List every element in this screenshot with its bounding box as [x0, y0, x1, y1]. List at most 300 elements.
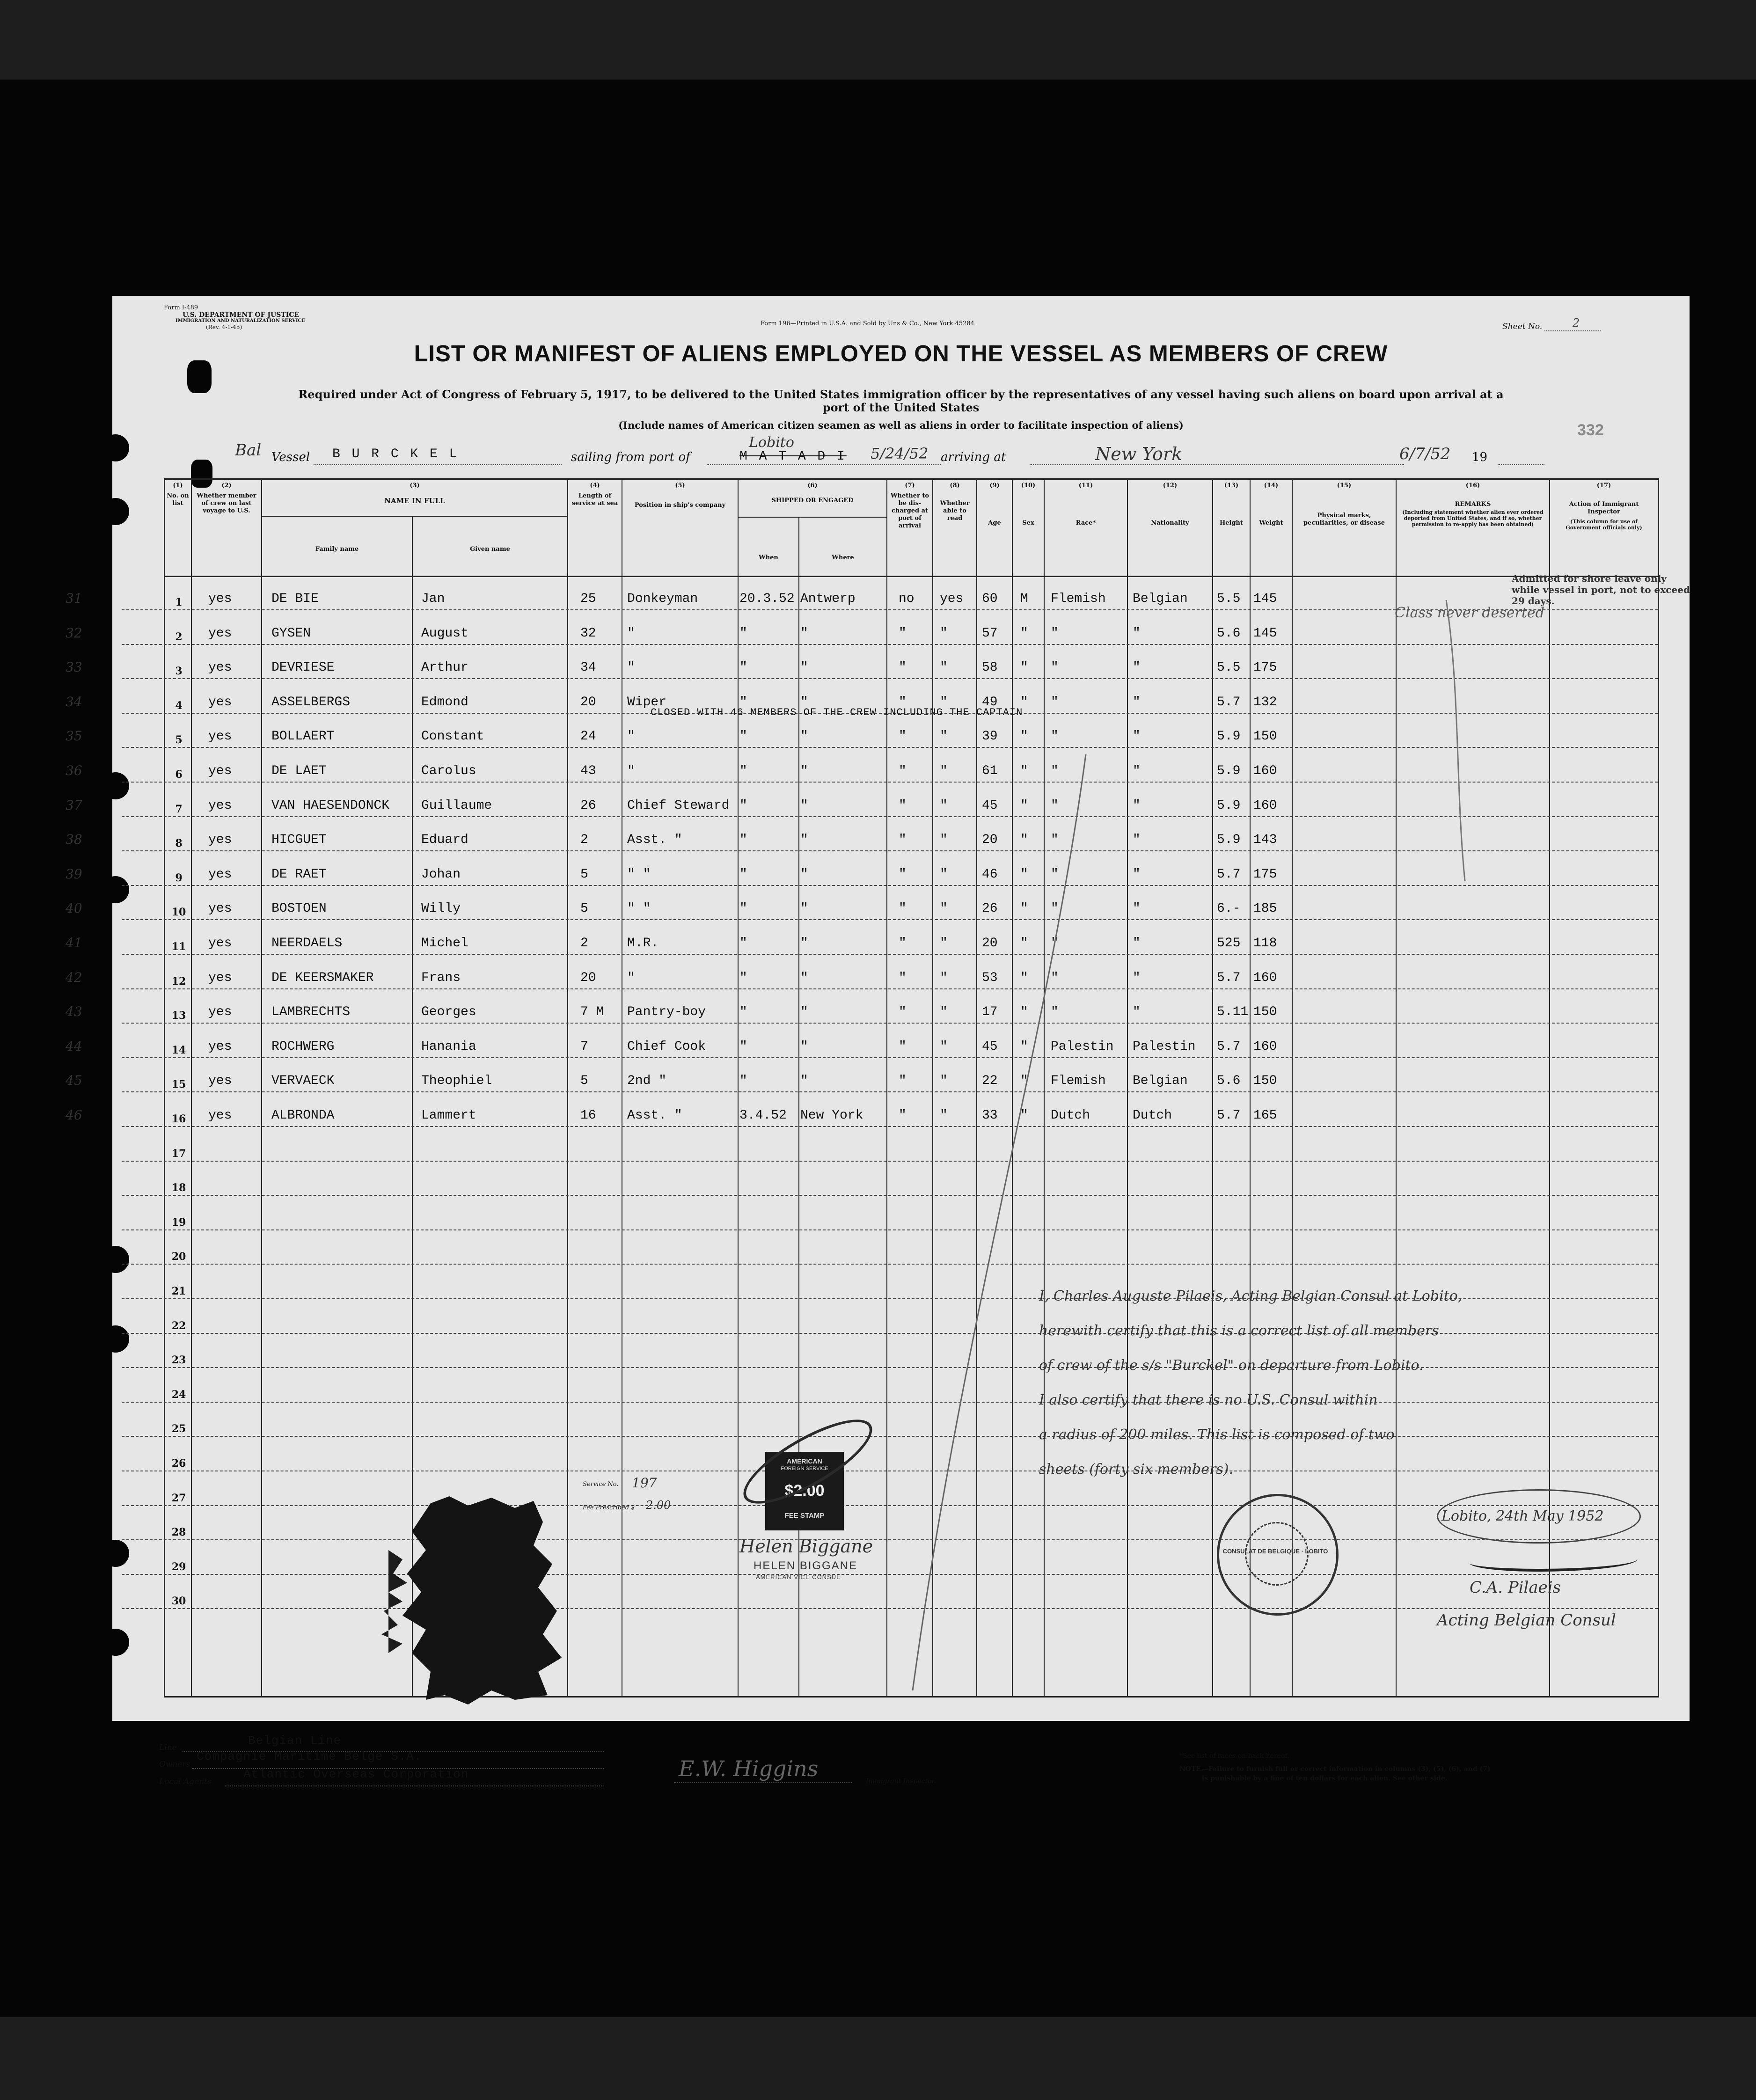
cell-where: " — [800, 1039, 808, 1054]
row-number: 2 — [175, 630, 183, 643]
margin-line-number: 31 — [66, 591, 82, 606]
arrival-port: New York — [1095, 444, 1183, 464]
row-number: 8 — [175, 837, 183, 850]
fee-label: Fee Prescribed $ — [583, 1504, 635, 1511]
cell-height: 5.11 — [1217, 1005, 1249, 1020]
cell-family: DE RAET — [271, 867, 327, 882]
pencil-stroke — [1441, 600, 1470, 881]
col9-num: (9) — [989, 482, 1000, 489]
cell-height: 5.7 — [1217, 695, 1241, 710]
cell-nationality: " — [1133, 798, 1141, 813]
cell-discharge: " — [899, 833, 907, 848]
cell-height: 5.5 — [1217, 592, 1241, 606]
agents-value: Atlantic Overseas Corporation — [243, 1767, 469, 1781]
row-separator — [122, 747, 1658, 748]
inspector-label: Immigrant Inspector. — [866, 1778, 937, 1785]
margin-line-number: 44 — [66, 1038, 82, 1054]
cell-sex: " — [1020, 798, 1028, 813]
cell-read: " — [940, 936, 948, 951]
row-separator — [122, 1574, 1658, 1575]
service-name: IMMIGRATION AND NATURALIZATION SERVICE — [176, 318, 306, 323]
row-number: 3 — [175, 665, 183, 678]
col16-num: (16) — [1465, 482, 1480, 489]
cell-position: Wiper — [627, 695, 667, 710]
cell-service: 16 — [580, 1108, 596, 1123]
cell-where: " — [800, 660, 808, 675]
cell-where: " — [800, 1005, 808, 1020]
table-right-border — [1658, 478, 1659, 1698]
vice-consul-title: AMERICAN VICE CONSUL — [756, 1573, 841, 1580]
cell-discharge: " — [899, 729, 907, 744]
inspector-signature: E.W. Higgins — [679, 1756, 819, 1781]
cell-height: 5.9 — [1217, 729, 1241, 744]
cell-race: Flemish — [1051, 1074, 1106, 1089]
cell-where: " — [800, 798, 808, 813]
cell-service: 26 — [580, 798, 596, 813]
cell-service: 20 — [580, 970, 596, 985]
cell-weight: 150 — [1253, 1074, 1277, 1089]
cell-race: " — [1051, 764, 1059, 778]
vessel-underline — [314, 464, 562, 465]
cell-given: Lammert — [421, 1108, 476, 1123]
cell-service: 32 — [580, 626, 596, 641]
cell-where: " — [800, 764, 808, 778]
name-subheader-rule — [261, 516, 568, 517]
sheet-label: Sheet No. — [1502, 322, 1543, 331]
ink-blot — [374, 1494, 585, 1709]
cell-race: Palestin — [1051, 1039, 1114, 1054]
cell-nationality: " — [1133, 626, 1141, 641]
cell-position: " — [627, 660, 635, 675]
row-separator — [122, 644, 1658, 645]
cell-sex: " — [1020, 729, 1028, 744]
cell-read: " — [940, 867, 948, 882]
cell-nationality: Dutch — [1133, 1108, 1172, 1123]
cell-read: yes — [940, 592, 964, 606]
statement-line: a radius of 200 miles. This list is composed of two — [1039, 1427, 1395, 1443]
cell-where: " — [800, 901, 808, 916]
cell-prev: yes — [208, 695, 232, 710]
row-separator — [122, 782, 1658, 783]
cell-age: 33 — [982, 1108, 998, 1123]
cell-service: 5 — [580, 901, 588, 916]
note-text-2: is punishable by a fine of ten dollars for each alien. See other side. — [1202, 1775, 1448, 1782]
cell-prev: yes — [208, 936, 232, 951]
col4-header: Length of service at sea — [571, 492, 618, 507]
cell-when: 3.4.52 — [739, 1108, 787, 1123]
arrival-date: 6/7/52 — [1399, 445, 1451, 463]
cell-nationality: Palestin — [1133, 1039, 1196, 1054]
row-separator — [122, 1023, 1658, 1024]
cell-when: " — [739, 867, 747, 882]
cell-weight: 185 — [1253, 901, 1277, 916]
statement-line: sheets (forty six members). — [1039, 1461, 1233, 1478]
year-label: 19 — [1472, 450, 1488, 464]
cell-position: M.R. — [627, 936, 659, 951]
ink-blot-shape — [374, 1494, 585, 1709]
row-separator — [122, 1229, 1658, 1230]
cell-service: 5 — [580, 1074, 588, 1089]
row-number: 4 — [175, 699, 183, 712]
cell-prev: yes — [208, 1039, 232, 1054]
punch-hole — [102, 1246, 129, 1273]
year-underline — [1498, 464, 1544, 465]
cell-family: DE BIE — [271, 592, 319, 606]
cell-where: " — [800, 695, 808, 710]
cell-nationality: " — [1133, 1005, 1141, 1020]
col8-num: (8) — [950, 482, 960, 489]
cell-given: Eduard — [421, 833, 468, 848]
cell-height: 5.5 — [1217, 660, 1241, 675]
cell-race: " — [1051, 660, 1059, 675]
cell-family: DE LAET — [271, 764, 327, 778]
cell-height: 5.7 — [1217, 1108, 1241, 1123]
cell-age: 20 — [982, 833, 998, 848]
margin-line-number: 35 — [66, 728, 82, 744]
cell-age: 45 — [982, 798, 998, 813]
row-number: 15 — [171, 1078, 186, 1091]
cell-given: Edmond — [421, 695, 468, 710]
arriving-label: arriving at — [941, 450, 1006, 464]
row-separator — [122, 954, 1658, 955]
where-header: Where — [832, 554, 854, 561]
cell-race: " — [1051, 1005, 1059, 1020]
cell-prev: yes — [208, 729, 232, 744]
cell-prev: yes — [208, 626, 232, 641]
row-number: 20 — [171, 1251, 186, 1263]
cell-race: " — [1051, 798, 1059, 813]
cell-read: " — [940, 764, 948, 778]
col14-num: (14) — [1264, 482, 1279, 489]
col15-num: (15) — [1337, 482, 1352, 489]
cell-race: " — [1051, 729, 1059, 744]
cell-service: 2 — [580, 936, 588, 951]
cell-height: 5.7 — [1217, 1039, 1241, 1054]
cell-family: BOLLAERT — [271, 729, 335, 744]
cell-nationality: " — [1133, 901, 1141, 916]
inspector-underline — [674, 1782, 852, 1783]
sheet-number-underline — [1544, 330, 1601, 331]
col15-header: Physical marks, peculiarities, or disease — [1303, 512, 1385, 527]
col3-num: (3) — [410, 482, 420, 489]
punch-hole — [102, 1629, 129, 1656]
col17-subheader: (This column for use of Government officials only) — [1566, 519, 1642, 531]
cell-given: Hanania — [421, 1039, 476, 1054]
table-left-border — [164, 478, 165, 1698]
cell-family: DEVRIESE — [271, 660, 335, 675]
cell-where: Antwerp — [800, 592, 856, 606]
cell-weight: 175 — [1253, 660, 1277, 675]
cell-family: HICGUET — [271, 833, 327, 848]
cell-when: " — [739, 1074, 747, 1089]
row-number: 25 — [171, 1423, 186, 1435]
cell-prev: yes — [208, 833, 232, 848]
row-number: 24 — [171, 1388, 186, 1401]
margin-line-number: 36 — [66, 763, 82, 778]
cell-prev: yes — [208, 1005, 232, 1020]
col14-header: Weight — [1259, 520, 1283, 527]
cell-service: 43 — [580, 764, 596, 778]
fee-amount: 2.00 — [646, 1499, 671, 1512]
cell-prev: yes — [208, 592, 232, 606]
margin-line-number: 37 — [66, 797, 82, 813]
cell-nationality: " — [1133, 867, 1141, 882]
cell-given: Guillaume — [421, 798, 492, 813]
cell-position: 2nd " — [627, 1074, 667, 1089]
col13-header: Height — [1219, 520, 1244, 527]
cell-weight: 132 — [1253, 695, 1277, 710]
cell-read: " — [940, 901, 948, 916]
cell-read: " — [940, 729, 948, 744]
cell-race: " — [1051, 695, 1059, 710]
consul-signature-flourish — [1470, 1550, 1638, 1572]
cell-weight: 143 — [1253, 833, 1277, 848]
form-number: Form I-489 — [164, 304, 198, 311]
cell-discharge: " — [899, 1074, 907, 1089]
form-revision: (Rev. 4-1-45) — [206, 324, 242, 330]
col16-subheader: (Including statement whether alien ever ordered deported from United States, and if so, whether permission to re-apply has been obtained) — [1402, 509, 1544, 527]
col17-header: Action of Immigrant Inspector — [1569, 501, 1639, 515]
printer-line: Form 196—Printed in U.S.A. and Sold by Uns & Co., New York 45284 — [761, 320, 974, 327]
cell-discharge: " — [899, 764, 907, 778]
row-number: 16 — [171, 1113, 186, 1125]
row-number: 1 — [175, 596, 183, 608]
cell-weight: 145 — [1253, 592, 1277, 606]
row-number: 26 — [171, 1457, 186, 1470]
cell-race: " — [1051, 833, 1059, 848]
row-separator — [122, 988, 1658, 989]
cell-weight: 165 — [1253, 1108, 1277, 1123]
row-separator — [122, 1402, 1658, 1403]
cell-read: " — [940, 1074, 948, 1089]
cell-where: " — [800, 729, 808, 744]
cell-discharge: " — [899, 695, 907, 710]
cell-given: Theophiel — [421, 1074, 492, 1089]
cell-race: " — [1051, 626, 1059, 641]
cell-height: 5.9 — [1217, 798, 1241, 813]
cell-prev: yes — [208, 970, 232, 985]
manifest-title: LIST OR MANIFEST OF ALIENS EMPLOYED ON THE VESSEL AS MEMBERS OF CREW — [414, 341, 1388, 366]
punch-hole — [102, 498, 129, 525]
row-number: 9 — [175, 871, 183, 884]
row-number: 29 — [171, 1560, 186, 1573]
cell-sex: " — [1020, 833, 1028, 848]
cell-discharge: " — [899, 626, 907, 641]
statement-line: of crew of the s/s "Burckel" on departure from Lobito. — [1039, 1357, 1424, 1374]
cell-race: " — [1051, 901, 1059, 916]
cell-where: " — [800, 936, 808, 951]
cell-discharge: " — [899, 798, 907, 813]
col8-header: Whether able to read — [940, 500, 970, 522]
stamp-line2: FOREIGN SERVICE — [781, 1466, 828, 1471]
cell-where: " — [800, 626, 808, 641]
cell-weight: 175 — [1253, 867, 1277, 882]
row-number: 5 — [175, 734, 183, 746]
cell-prev: yes — [208, 798, 232, 813]
row-separator — [122, 919, 1658, 920]
cell-given: Johan — [421, 867, 461, 882]
stamp-value: $2.00 — [784, 1482, 825, 1500]
table-top-border — [164, 478, 1659, 480]
cell-age: 46 — [982, 867, 998, 882]
pencil-stroke — [908, 754, 1095, 1690]
manifest-sheet — [66, 296, 1690, 1786]
statement-line: I, Charles Auguste Pilaeis, Acting Belgian Consul at Lobito, — [1039, 1288, 1463, 1304]
vessel-margin-note: Bal — [235, 441, 262, 460]
col3-header: NAME IN FULL — [384, 497, 445, 505]
cell-when: " — [739, 1039, 747, 1054]
cell-given: Frans — [421, 970, 461, 985]
family-name-header: Family name — [315, 546, 359, 553]
cell-family: VERVAECK — [271, 1074, 335, 1089]
cell-age: 45 — [982, 1039, 998, 1054]
cell-family: DE KEERSMAKER — [271, 970, 374, 985]
cell-given: Georges — [421, 1005, 476, 1020]
service-no: 197 — [632, 1475, 657, 1491]
margin-line-number: 42 — [66, 969, 82, 985]
row-separator — [122, 1091, 1658, 1092]
cell-family: VAN HAESENDONCK — [271, 798, 390, 813]
row-separator — [122, 1505, 1658, 1506]
row-separator — [122, 678, 1658, 679]
cell-height: 5.9 — [1217, 833, 1241, 848]
consul-date: Lobito, 24th May 1952 — [1441, 1508, 1604, 1524]
cell-height: 5.6 — [1217, 1074, 1241, 1089]
row-separator — [122, 1608, 1658, 1609]
row-number: 6 — [175, 768, 183, 781]
column-divider — [1396, 478, 1397, 1698]
cell-age: 53 — [982, 970, 998, 985]
cell-when: " — [739, 1005, 747, 1020]
cell-service: 7 M — [580, 1005, 604, 1020]
note-text-1: —Failure to furnish full or correct information in columns (3), (5), (6), and (7) — [1202, 1765, 1491, 1773]
cell-race: " — [1051, 936, 1059, 951]
cell-read: " — [940, 695, 948, 710]
row-number: 13 — [171, 1010, 186, 1022]
row-number: 19 — [171, 1216, 186, 1229]
cell-age: 57 — [982, 626, 998, 641]
cell-nationality: " — [1133, 764, 1141, 778]
cell-given: Carolus — [421, 764, 476, 778]
row-number: 7 — [175, 803, 183, 815]
row-number: 22 — [171, 1319, 186, 1332]
cell-given: Michel — [421, 936, 468, 951]
col5-num: (5) — [675, 482, 685, 489]
consul-title: Acting Belgian Consul — [1437, 1611, 1616, 1630]
given-name-header: Given name — [470, 546, 510, 553]
closing-line: CLOSED WITH 46 MEMBERS OF THE CREW INCLUDING THE CAPTAIN — [651, 707, 1023, 718]
departure-date: 5/24/52 — [871, 445, 929, 462]
cell-read: " — [940, 1005, 948, 1020]
cell-nationality: " — [1133, 936, 1141, 951]
col12-num: (12) — [1163, 482, 1178, 489]
column-divider — [191, 478, 192, 1698]
cell-family: GYSEN — [271, 626, 311, 641]
cell-discharge: " — [899, 660, 907, 675]
cell-given: Willy — [421, 901, 461, 916]
margin-line-number: 38 — [66, 832, 82, 848]
cell-weight: 150 — [1253, 1005, 1277, 1020]
cell-position: " — [627, 626, 635, 641]
vessel-name: B U R C K E L — [332, 447, 459, 461]
sheet-number: 2 — [1573, 316, 1580, 329]
service-no-label: Service No. — [583, 1481, 619, 1488]
line-label: Line — [159, 1743, 177, 1752]
punch-hole — [102, 876, 129, 903]
col16-header: REMARKS — [1455, 501, 1491, 508]
cell-position: " " — [627, 867, 651, 882]
when-header: When — [759, 554, 778, 561]
subtitle-line-3: (Include names of American citizen seamen as well as aliens in order to facilitate inspection of aliens) — [618, 419, 1184, 431]
cell-read: " — [940, 833, 948, 848]
cell-where: " — [800, 970, 808, 985]
cell-sex: " — [1020, 660, 1028, 675]
col10-num: (10) — [1021, 482, 1036, 489]
col4-num: (4) — [590, 482, 600, 489]
row-number: 10 — [171, 906, 186, 919]
subtitle-line-2: port of the United States — [822, 401, 980, 414]
cell-when: " — [739, 626, 747, 641]
vice-consul-name: HELEN BIGGANE — [754, 1559, 858, 1572]
row-separator — [122, 1367, 1658, 1368]
cell-race: Flemish — [1051, 592, 1106, 606]
note-label: NOTE. — [1179, 1765, 1203, 1773]
cell-sex: " — [1020, 936, 1028, 951]
cell-weight: 150 — [1253, 729, 1277, 744]
cell-family: ROCHWERG — [271, 1039, 335, 1054]
col2-num: (2) — [221, 482, 232, 489]
margin-line-number: 40 — [66, 900, 82, 916]
cell-sex: " — [1020, 1074, 1028, 1089]
cell-age: 20 — [982, 936, 998, 951]
port-handwritten: Lobito — [749, 434, 794, 451]
column-divider — [886, 478, 887, 1698]
cell-read: " — [940, 970, 948, 985]
cell-height: 6.- — [1217, 901, 1241, 916]
cell-weight: 118 — [1253, 936, 1277, 951]
row-separator — [122, 1436, 1658, 1437]
cell-service: 2 — [580, 833, 588, 848]
col10-header: Sex — [1022, 520, 1034, 527]
shore-leave-remark: Admitted for shore leave only while vessel in port, not to exceed 29 days. — [1512, 573, 1690, 607]
cell-where: New York — [800, 1108, 863, 1123]
owners-value: Compagnie Maritime Belge S.A. — [197, 1749, 422, 1763]
department-name: U.S. DEPARTMENT OF JUSTICE — [183, 311, 300, 319]
row-number: 27 — [171, 1492, 186, 1504]
cell-discharge: " — [899, 867, 907, 882]
cell-height: 5.9 — [1217, 764, 1241, 778]
cell-service: 25 — [580, 592, 596, 606]
cell-age: 58 — [982, 660, 998, 675]
cell-given: Constant — [421, 729, 484, 744]
cell-discharge: " — [899, 1039, 907, 1054]
margin-line-number: 34 — [66, 694, 82, 710]
cell-discharge: " — [899, 1005, 907, 1020]
punch-hole — [102, 1742, 129, 1769]
cell-family: LAMBRECHTS — [271, 1005, 351, 1020]
microfilm-band-top — [0, 0, 1756, 80]
row-separator — [122, 1126, 1658, 1127]
cell-service: 5 — [580, 867, 588, 882]
cell-prev: yes — [208, 1074, 232, 1089]
cell-when: " — [739, 695, 747, 710]
cell-nationality: " — [1133, 833, 1141, 848]
shipped-subheader-rule — [738, 517, 887, 518]
col12-header: Nationality — [1151, 520, 1189, 527]
cell-discharge: no — [899, 592, 915, 606]
cell-age: 61 — [982, 764, 998, 778]
row-number: 28 — [171, 1526, 186, 1539]
